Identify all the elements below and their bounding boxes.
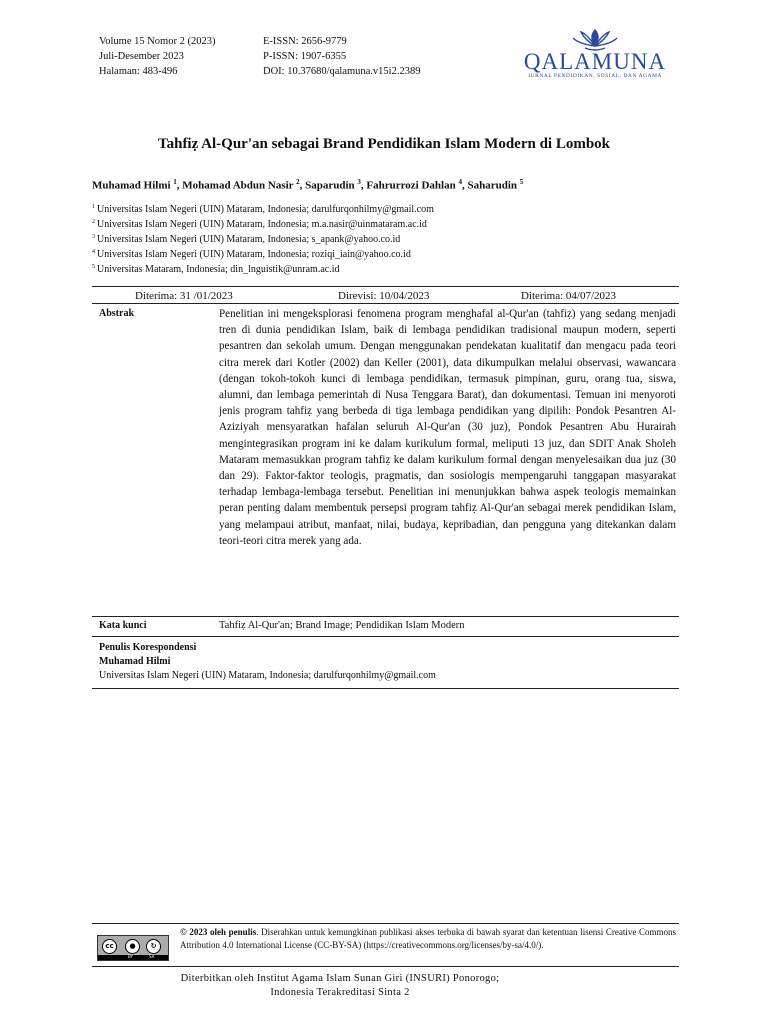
journal-issue-info	[99, 34, 215, 79]
license-text	[180, 926, 676, 951]
publisher-rule	[92, 966, 679, 967]
affiliation-5	[92, 260, 340, 277]
author-name: Saparudin	[305, 179, 355, 192]
author-sup: 5	[519, 178, 524, 186]
affiliation-text: Universitas Mataram, Indonesia; din_lnguistik@unram.ac.id	[97, 264, 340, 275]
publisher-info	[0, 972, 680, 1000]
author-sup: 1	[173, 178, 177, 186]
badge-by-label: BY	[128, 954, 133, 959]
affiliation-sup: 4	[92, 249, 95, 255]
affiliation-text: Universitas Islam Negeri (UIN) Mataram, Indonesia; s_apank@yahoo.co.id	[97, 234, 401, 245]
revised-date: Direvisi: 10/04/2023	[338, 290, 430, 302]
author-name: Fahrurrozi Dahlan	[366, 179, 456, 192]
affiliation-sup: 2	[92, 219, 95, 225]
affiliation-sup: 5	[92, 264, 95, 270]
keywords-label: Kata kunci	[99, 620, 147, 631]
author-sup: 4	[458, 178, 462, 186]
logo-subtitle: JURNAL PENDIDIKAN, SOSIAL, DAN AGAMA	[527, 73, 662, 79]
abstract-text: Penelitian ini mengeksplorasi fenomena program menghafal al-Qur'an (tahfiẓ) yang sedang menjadi tren di dunia pendidikan Islam, baik di lembaga pendidikan tradisional maupun modern, seperti pesantren dan sekolah umum. Dengan menggunakan pendekatan kualitatif dan mengacu pada teori citra merek dari Kotler (2002) dan Keller (2001), data dikumpulkan melalui observasi, wawancara (dengan tokoh-tokoh kunci di lembaga pendidikan, termasuk pimpinan, guru, orang tua, siswa, alumni, dan lembaga pemerintah di Nusa Tenggara Barat), dan dokumentasi. Temuan ini menyoroti jenis program tahfiẓ yang berbeda di tiga lembaga pendidikan yang dipilih: Pondok Pesantren Al-Aziziyah mensyaratkan hafalan seluruh Al-Qur'an (30 juz), Pondok Pesantren Abu Hurairah mengintegrasikan program ini ke dalam kurikulum formal, meliputi 13 juz, dan SDIT Anak Sholeh Mataram memasukkan program tahfiẓ ke dalam kurikulum formal dengan menyelesaikan dua juz (30 dan 29). Faktor-faktor teologis, pragmatis, dan sosiologis mempengaruhi tanggapan masyarakat terhadap lembaga-lembaga tersebut. Penelitian ini menunjukkan bahwa aspek teologis memainkan peran penting dalam membentuk persepsi program tahfiẓ Al-Qur'an sebagai merek pendidikan Islam, yang melampaui atribut, manfaat, nilai, budaya, kepribadian, dan pengguna yang ditekankan dalam teori-teori citra merek yang ada.	[219, 308, 676, 547]
affiliation-text: Universitas Islam Negeri (UIN) Mataram, Indonesia; roziqi_iain@yahoo.co.id	[97, 249, 411, 260]
copyright-owner: © 2023 oleh penulis	[180, 927, 257, 937]
correspondence-name: Muhamad Hilmi	[99, 656, 171, 667]
badge-label-bar	[98, 955, 168, 960]
badge-sa-label: SA	[149, 954, 155, 959]
dates-rule	[92, 303, 679, 304]
cc-by-sa-badge	[97, 935, 169, 961]
abstract-label: Abstrak	[99, 308, 135, 319]
correspondence-label: Penulis Korespondensi	[99, 642, 197, 653]
abstract-rule	[92, 616, 679, 617]
table-top-rule	[92, 286, 679, 287]
footer-rule	[92, 923, 679, 924]
publisher-line-2: Indonesia Terakreditasi Sinta 2	[270, 987, 410, 998]
affiliation-text: Universitas Islam Negeri (UIN) Mataram, Indonesia; m.a.nasir@uinmataram.ac.id	[97, 219, 427, 230]
cc-icon: cc	[102, 939, 117, 954]
keywords-text: Tahfiẓ Al-Qur'an; Brand Image; Pendidikan Islam Modern	[219, 620, 465, 631]
sa-share-icon: ↻	[146, 939, 161, 954]
license-body: . Diserahkan untuk kemungkinan publikasi akses terbuka di bawah syarat dan ketentuan lisensi Creative Commons Attribution 4.0 International License (CC-BY-SA) (https://creativecommons.org/licenses/by-sa/4.0/).	[180, 927, 676, 950]
affiliation-sup: 1	[92, 204, 95, 210]
received-date: Diterima: 31 /01/2023	[135, 290, 233, 302]
affiliation-sup: 3	[92, 234, 95, 240]
logo-wordmark: QALAMUNA	[523, 49, 667, 74]
journal-logo	[515, 28, 675, 88]
author-name: Muhamad Hilmi	[92, 179, 171, 192]
correspondence-affiliation: Universitas Islam Negeri (UIN) Mataram, Indonesia; darulfurqonhilmy@gmail.com	[99, 670, 436, 681]
author-list: Muhamad Hilmi $^1$, Mohamad Abdun Nasir $^2$, Saparudin $^3$, Fahrurrozi Dahlan $^4$, Saharudin $^5$	[92, 178, 524, 192]
doi-text: DOI: 10.37680/qalamuna.v15i2.2389	[263, 66, 421, 77]
paper-title: Tahfiẓ Al-Qur'an sebagai Brand Pendidikan Islam Modern di Lombok	[157, 136, 611, 152]
publisher-line-1: Diterbitkan oleh Institut Agama Islam Sunan Giri (INSURI) Ponorogo;	[180, 973, 500, 984]
period-text: Juli-Desember 2023	[99, 51, 184, 62]
accepted-date: Diterima: 04/07/2023	[521, 290, 617, 302]
keywords-rule	[92, 636, 679, 637]
pissn-text: P-ISSN: 1907-6355	[263, 51, 347, 62]
author-name: Mohamad Abdun Nasir	[182, 179, 294, 192]
by-person-icon: ●	[125, 939, 140, 954]
affiliation-text: Universitas Islam Negeri (UIN) Mataram, Indonesia; darulfurqonhilmy@gmail.com	[97, 204, 434, 215]
author-sup: 2	[296, 178, 300, 186]
eissn-text: E-ISSN: 2656-9779	[263, 36, 347, 47]
author-sup: 3	[357, 178, 361, 186]
author-name: Saharudin	[467, 179, 517, 192]
table-bottom-rule	[92, 688, 679, 689]
pages-text: Halaman: 483-496	[99, 66, 178, 77]
volume-text: Volume 15 Nomor 2 (2023)	[99, 36, 216, 47]
journal-identifiers	[263, 34, 420, 79]
